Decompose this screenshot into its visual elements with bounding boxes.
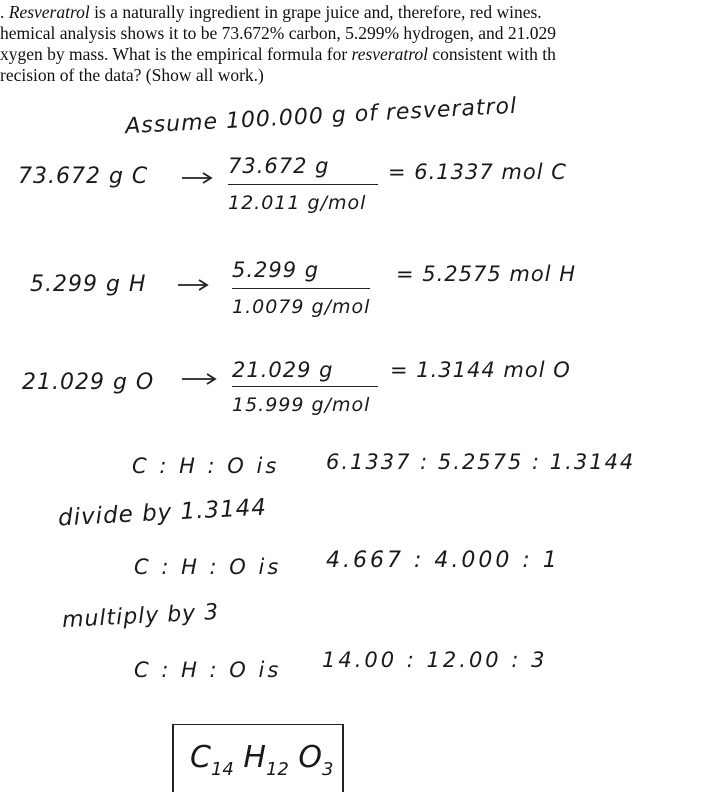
resveratrol-term: Resveratrol bbox=[8, 2, 90, 22]
problem-text bbox=[0, 2, 702, 86]
carbon-numerator: 73.672 g bbox=[228, 154, 330, 178]
problem-line-2: hemical analysis shows it to be 73.672% carbon, 5.299% hydrogen, and 21.029 bbox=[0, 23, 557, 43]
problem-line-1: . Resveratrol is a naturally ingredient in grape juice and, therefore, red wines. bbox=[0, 2, 542, 22]
oxygen-numerator: 21.029 g bbox=[232, 358, 334, 382]
problem-line-3: xygen by mass. What is the empirical formula for resveratrol consistent with th bbox=[0, 44, 556, 64]
oxygen-subscript: 3 bbox=[322, 759, 334, 780]
ratio-1-label: C : H : O is bbox=[132, 454, 280, 478]
carbon-subscript: 14 bbox=[210, 759, 234, 780]
empirical-formula bbox=[190, 740, 334, 780]
oxygen-mass: 21.029 g O bbox=[22, 370, 155, 395]
carbon-symbol: C bbox=[190, 740, 211, 775]
fraction-bar bbox=[232, 386, 378, 387]
right-arrow-icon bbox=[180, 372, 218, 386]
carbon-denominator: 12.011 g/mol bbox=[228, 192, 367, 214]
right-arrow-icon bbox=[176, 278, 210, 292]
hydrogen-mass: 5.299 g H bbox=[30, 272, 147, 297]
carbon-mass: 73.672 g C bbox=[18, 164, 149, 189]
oxygen-symbol: O bbox=[298, 740, 323, 775]
hydrogen-symbol: H bbox=[243, 740, 266, 775]
oxygen-denominator: 15.999 g/mol bbox=[232, 394, 371, 416]
ratio-2-label: C : H : O is bbox=[134, 555, 282, 579]
divide-step: divide by 1.3144 bbox=[57, 494, 268, 532]
ratio-3-label: C : H : O is bbox=[134, 658, 282, 682]
hydrogen-numerator: 5.299 g bbox=[232, 258, 320, 282]
hydrogen-denominator: 1.0079 g/mol bbox=[232, 296, 371, 318]
fraction-bar bbox=[232, 288, 370, 289]
hydrogen-subscript: 12 bbox=[265, 759, 289, 780]
oxygen-result: = 1.3144 mol O bbox=[390, 358, 571, 382]
ratio-1-value: 6.1337 : 5.2575 : 1.3144 bbox=[326, 450, 636, 474]
ratio-3-value: 14.00 : 12.00 : 3 bbox=[322, 648, 548, 672]
problem-line-4: recision of the data? (Show all work.) bbox=[0, 65, 264, 85]
fraction-bar bbox=[228, 184, 378, 185]
assume-line: Assume 100.000 g of resveratrol bbox=[124, 93, 518, 140]
ratio-2-value: 4.667 : 4.000 : 1 bbox=[326, 548, 560, 573]
multiply-step: multiply by 3 bbox=[61, 599, 220, 634]
right-arrow-icon bbox=[180, 171, 214, 185]
hydrogen-result: = 5.2575 mol H bbox=[396, 262, 577, 286]
carbon-result: = 6.1337 mol C bbox=[388, 160, 567, 184]
resveratrol-term: resveratrol bbox=[351, 44, 428, 64]
